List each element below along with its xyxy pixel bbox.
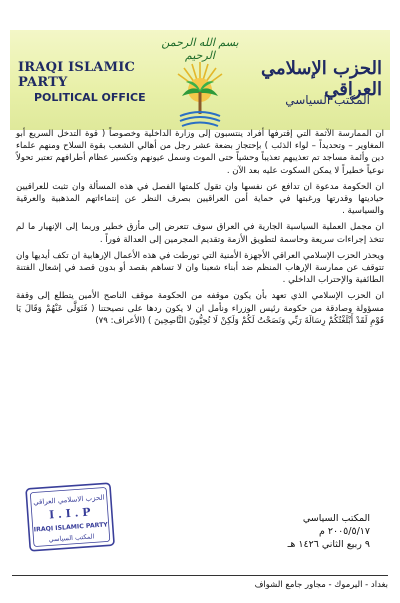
stamp-line-3: IRAQI ISLAMIC PARTY <box>33 521 109 534</box>
party-name-arabic: الحزب الإسلامي العراقي <box>261 58 382 100</box>
date-gregorian: ٢٠٠٥/٥/١٧ م <box>318 526 370 537</box>
office-name-arabic: المكتب السياسي <box>285 93 370 107</box>
footer-address: بغداد - اليرموك - مجاور جامع الشواف <box>254 580 388 590</box>
party-name-english: IRAQI ISLAMIC PARTY <box>18 60 136 90</box>
paragraph-2: ان الحكومة مدعوة ان تدافع عن نفسها وان تقول كلمتها الفصل في هذه المسألة وان تثبت للعراقيين حياديتها وقدرتها ورغبتها في حماية أمن العراقيين بصرف النظر عن إنتماءاتهم المذهبية والعرقية والسياسية . <box>16 181 384 217</box>
paragraph-3: ان مجمل العملية السياسية الجارية في العراق سوف تتعرض إلى مأزق خطير وربما إلى الإنهيار ما لم تتخذ إجراءات سريعة وحاسمة لتطويق الأزمة وتقديم المجرمين إلى العدالة فوراً . <box>16 222 384 245</box>
paragraph-1: ان الممارسة الآثمة التي إقترفها أفراد ينتسبون إلى وزارة الداخلية وخصوصاً ( قوة التدخل السريع أبو المغاوير – وتحديداً – لواء الذئب ) بإحتجاز بضعة عشر رجل من أهالي الشعب بقوة السلاح ومنهم علماء دين وأئمة مساجد تم تعذيبهم تعذيباً وحشياً حتى الموت وسمل عيونهم وتكسير عظام أطرافهم تعتبر تحولاً نوعياً خطيراً لا يمكن السكوت عليه بعد الآن . <box>16 129 384 176</box>
signature-block <box>150 512 370 551</box>
official-stamp <box>22 468 118 564</box>
letter-body <box>16 128 384 331</box>
date-hijri: ٩ ربيع الثاني ١٤٢٦ هـ <box>287 539 370 550</box>
office-name-english: POLITICAL OFFICE <box>34 91 146 104</box>
signature-office: المكتب السياسي <box>302 513 370 524</box>
stamp-line-1: الحزب الاسلامي العراقي <box>32 493 105 507</box>
bismillah: بسم الله الرحمن الرحيم <box>161 36 239 62</box>
paragraph-4: ويحذر الحزب الإسلامي العراقي الأجهزة الأمنية التي تورطت في هذه الأعمال الإرهابية ان تكف أيديها وان تتوقف عن ممارسة الإرهاب المنظم ضد أبناء شعبنا وان لا تساهم بقصد أو بدون قصد في إشعال الفتنة الطائفية والإحتراب الداخلي . <box>16 250 384 286</box>
footer-divider <box>12 575 388 576</box>
palm-logo-icon <box>172 60 228 128</box>
stamp-line-4: المكتب السياسي <box>48 532 95 544</box>
stamp-line-2: I . I . P <box>48 505 92 522</box>
paragraph-5: ان الحزب الإسلامي الذي تعهد بأن يكون موقفه من الحكومة موقف الناصح الأمين يتطلع إلى وقفة مسؤولة وصادقة من حكومة رئيس الوزراء ونأمل ان لا يكون ردها على نصيحتنا ( فَتَوَلَّى عَنْهُمْ وَقَالَ يَا قَوْمِ لَقَدْ أَبْلَغْتُكُمْ رِسَالَةَ رَبِّي وَنَصَحْتُ لَكُمْ وَلَكِنْ لَا تُحِبُّونَ النَّاصِحِينَ ) (الأعراف: ٧٩) <box>16 291 384 326</box>
